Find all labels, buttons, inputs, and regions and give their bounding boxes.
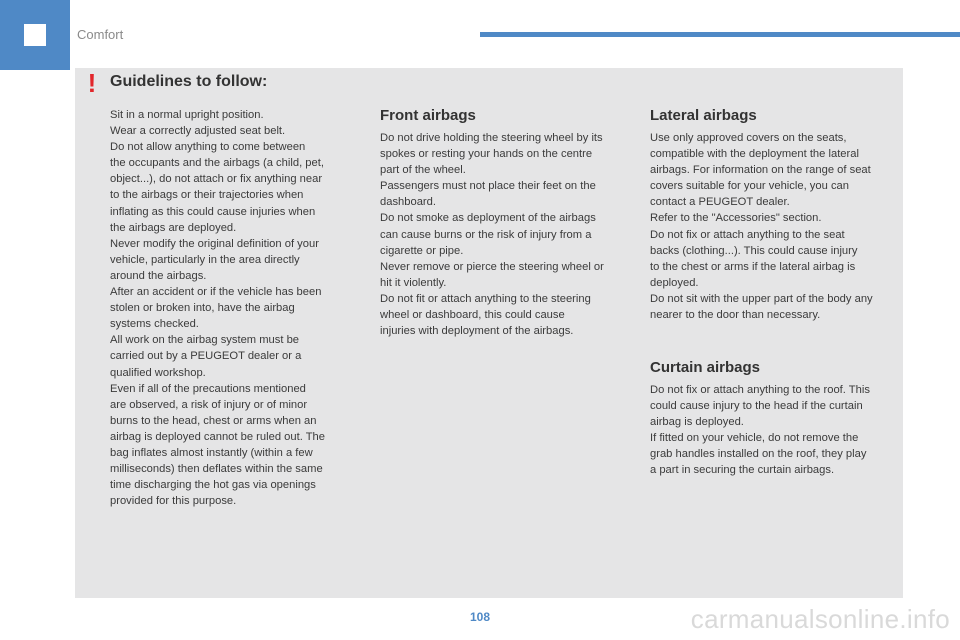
curtain-airbags-heading: Curtain airbags (650, 359, 761, 376)
guidelines-text: Sit in a normal upright position. Wear a correctly adjusted seat belt. Do not allow anything to come between the occupants and the airbags (a child, pet, object...), do not attach or fix anything near to the airbags or their trajectories when inflating as this could cause injuries when the airbags are deployed. Never modify the original definition of your vehicle, particularly in the area directly around the airbags. After an accident or if the vehicle has been stolen or broken into, have the airbag systems checked. All work on the airbag system must be carried out by a PEUGEOT dealer or a qualified workshop. Even if all of the precautions mentioned are observed, a risk of injury or of minor burns to the head, chest or arms when an airbag is deployed cannot be ruled out. The bag inflates almost instantly (within a few milliseconds) then deflates within the same time discharging the hot gas via openings provided for this purpose. (110, 109, 325, 508)
lateral-airbags-heading: Lateral airbags (650, 107, 757, 124)
exclamation-warning-icon: ! (87, 68, 97, 98)
watermark: carmanualsonline.info (690, 604, 950, 634)
front-airbags-heading: Front airbags (380, 107, 476, 124)
chapter-tab (0, 0, 70, 70)
header-rule (480, 32, 960, 37)
guidelines-title: Guidelines to follow: (110, 73, 268, 90)
front-airbags-text: Do not drive holding the steering wheel by its spokes or resting your hands on the centre part of the wheel. Passengers must not place their feet on the dashboard. Do not smoke as deployment of the airbags can cause burns or the risk of injury from a cigarette or pipe. Never remove or pierce the steering wheel or hit it violently. Do not fit or attach anything to the steering wheel or dashboard, this could cause injuries with deployment of the airbags. (380, 132, 604, 338)
lateral-airbags-text: Use only approved covers on the seats, compatible with the deployment the lateral airbags. For information on the range of seat covers suitable for your vehicle, you can contact a PEUGEOT dealer. Refer to the "Accessories" section. Do not fix or attach anything to the seat backs (clothing...). This could cause injury to the chest or arms if the lateral airbag is deployed. Do not sit with the upper part of the body any nearer to the door than necessary. (650, 132, 873, 322)
chapter-square-icon (24, 24, 46, 46)
page-number: 108 (469, 610, 491, 624)
curtain-airbags-text: Do not fix or attach anything to the roof. This could cause injury to the head if the curtain airbag is deployed. If fitted on your vehicle, do not remove the grab handles installed on the roof, they play a part in securing the curtain airbags. (650, 384, 870, 477)
section-title: Comfort (77, 27, 124, 42)
